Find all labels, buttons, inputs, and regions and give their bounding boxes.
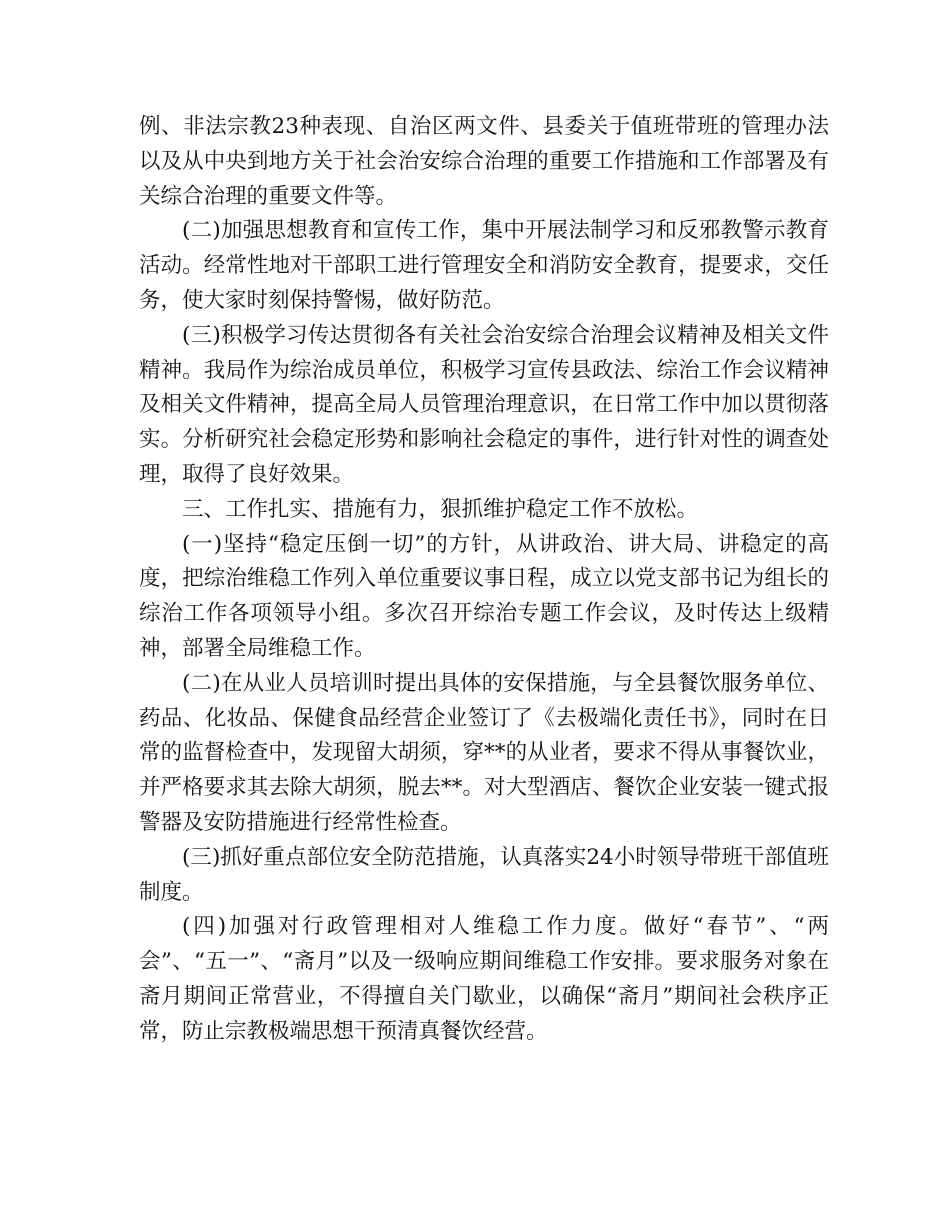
paragraph-8: (四)加强对行政管理相对人维稳工作力度。做好“春节”、“两会”、“五一”、“斋月”以及一级响应期间维稳工作安排。要求服务对象在斋月期间正常营业，不得擅自关门歇业，以确保“斋月”期间社会秩序正常，防止宗教极端思想干预清真餐饮经营。 <box>139 914 829 1044</box>
paragraph-3: (三)积极学习传达贯彻各有关社会治安综合治理会议精神及相关文件精神。我局作为综治成员单位，积极学习宣传县政法、综治工作会议精神及相关文件精神，提高全局人员管理治理意识，在日常工作中加以贯彻落实。分析研究社会稳定形势和影响社会稳定的事件，进行针对性的调查处理，取得了良好效果。 <box>139 322 829 487</box>
section-heading-3: 三、工作扎实、措施有力，狠抓维护稳定工作不放松。 <box>182 496 699 522</box>
paragraph-6: (二)在从业人员培训时提出具体的安保措施，与全县餐饮服务单位、药品、化妆品、保健食品经营企业签订了《去极端化责任书》，同时在日常的监督检查中，发现留大胡须，穿**的从业者，要求不得从事餐饮业，并严格要求其去除大胡须，脱去**。对大型酒店、餐饮企业安装一键式报警器及安防措施进行经常性检查。 <box>139 670 829 835</box>
paragraph-7: (三)抓好重点部位安全防范措施，认真落实24小时领导带班干部值班制度。 <box>139 844 829 905</box>
paragraph-5: (一)坚持“稳定压倒一切”的方针，从讲政治、讲大局、讲稳定的高度，把综治维稳工作列入单位重要议事日程，成立以党支部书记为组长的综治工作各项领导小组。多次召开综治专题工作会议，及时传达上级精神，部署全局维稳工作。 <box>139 531 829 661</box>
document-body <box>139 110 829 1050</box>
paragraph-1: 例、非法宗教23种表现、自治区两文件、县委关于值班带班的管理办法以及从中央到地方关于社会治安综合治理的重要工作措施和工作部署及有关综合治理的重要文件等。 <box>139 114 829 209</box>
paragraph-2: (二)加强思想教育和宣传工作，集中开展法制学习和反邪教警示教育活动。经常性地对干部职工进行管理安全和消防安全教育，提要求，交任务，使大家时刻保持警惕，做好防范。 <box>139 218 829 313</box>
